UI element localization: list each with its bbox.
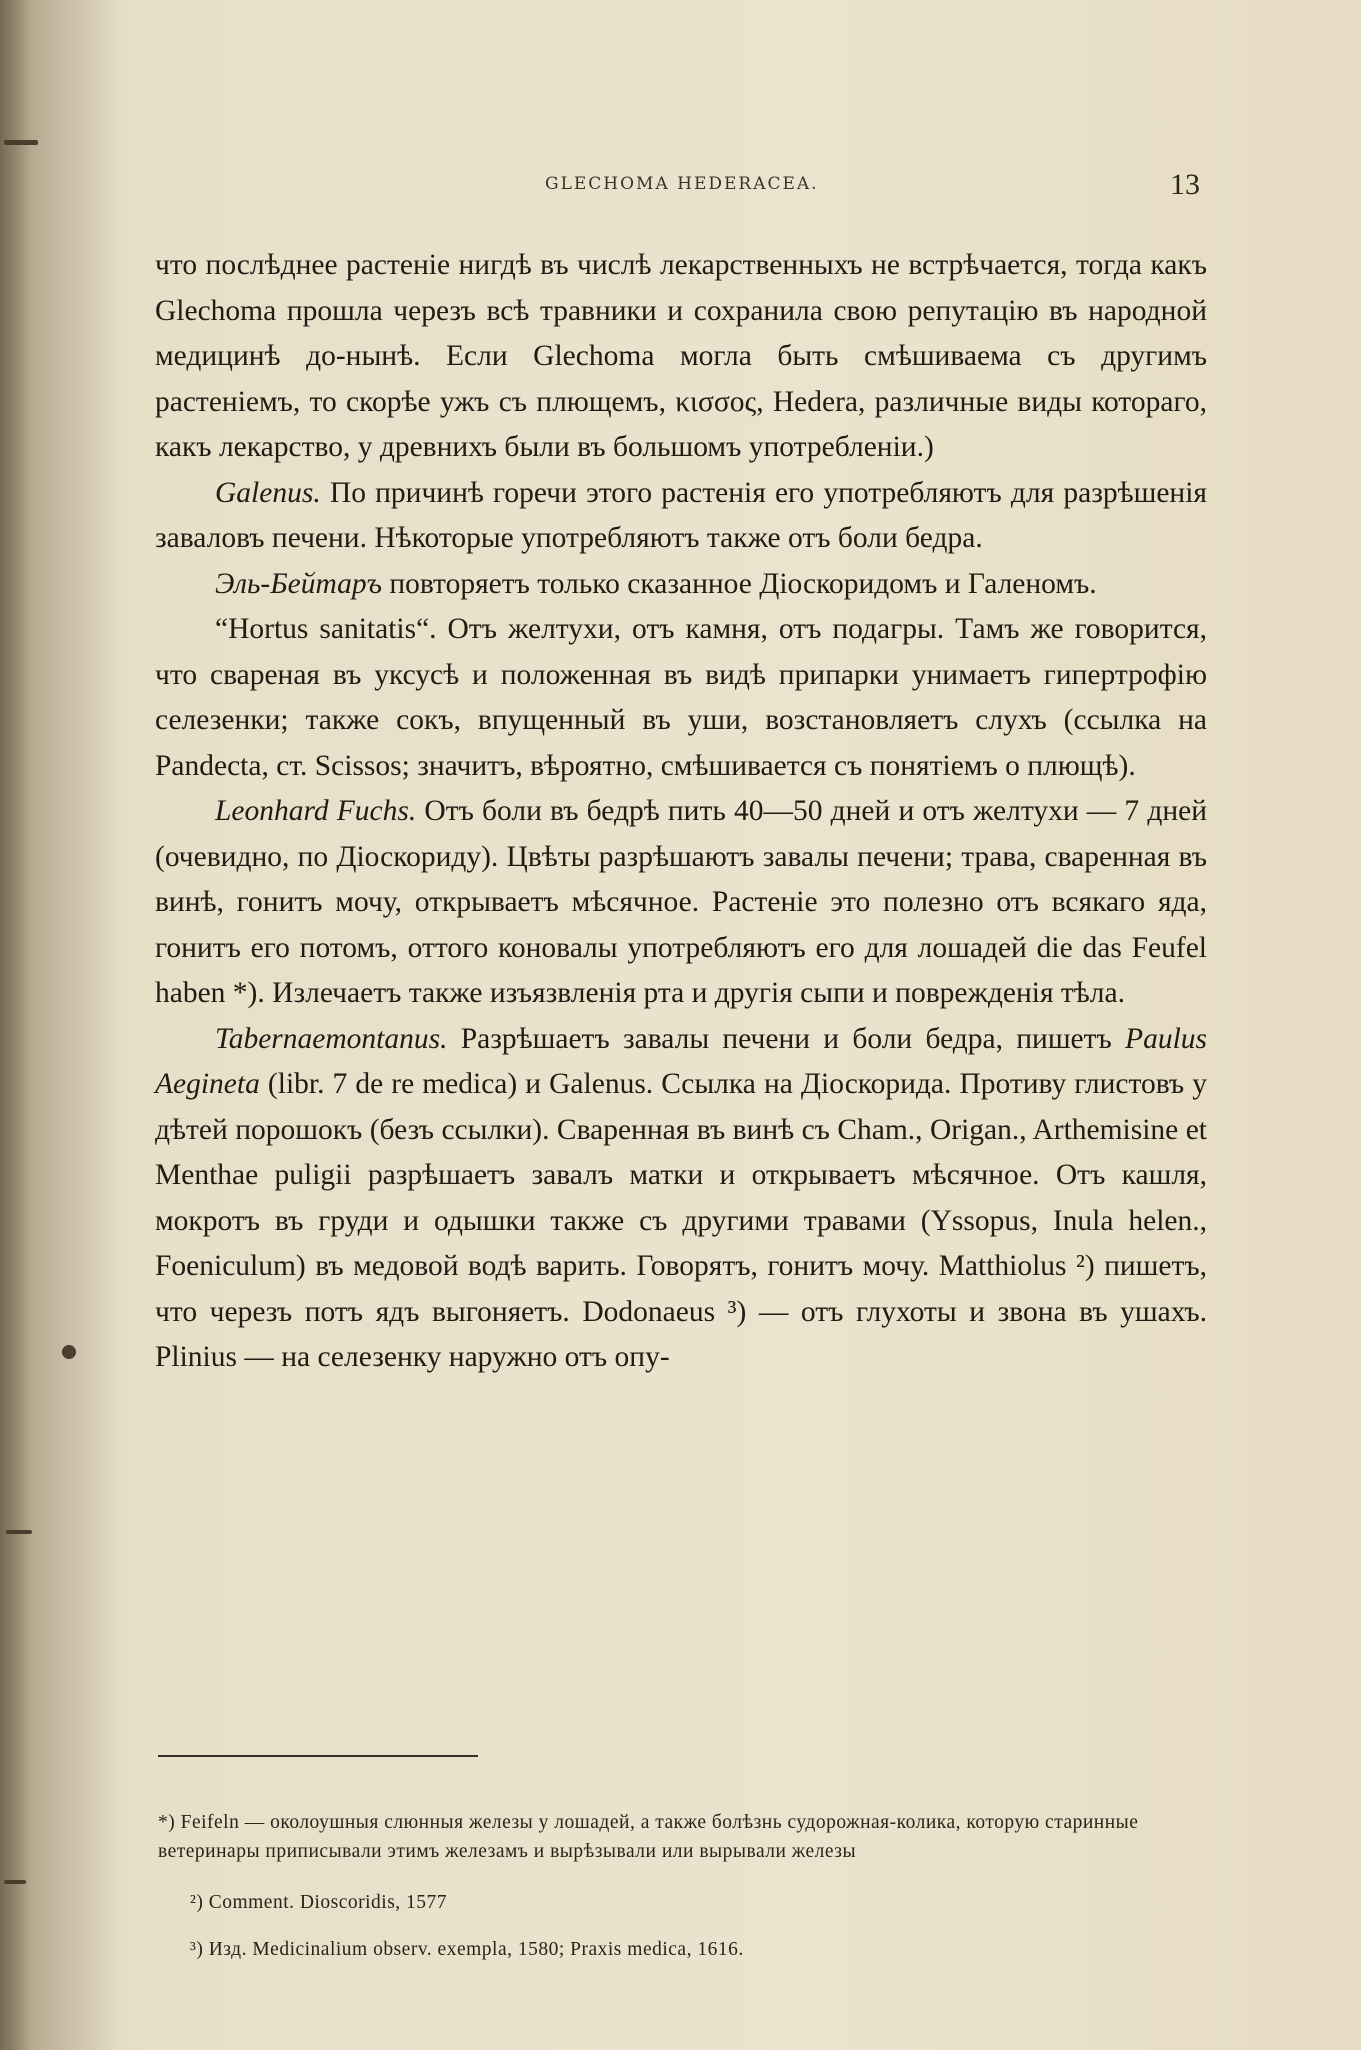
paragraph-text: повторяетъ только сказанное Діоскоридомъ и Галеномъ. — [381, 567, 1097, 600]
italic-author-name: Galenus. — [215, 476, 321, 509]
paragraph-text: Отъ боли въ бедрѣ пить 40—50 дней и отъ желтухи — 7 дней (очевидно, по Діоскориду). Цвѣты разрѣшаютъ завалы печени; трава, сваренная въ винѣ, гонитъ мочу, открываетъ мѣсячное. Растеніе это полезно отъ всякаго яда, гонитъ его потомъ, оттого коновалы употребляютъ его для лошадей die das Feufel haben *). Излечаетъ также изъязвленія рта и другія сыпи и поврежденія тѣла. — [155, 795, 1208, 1009]
paragraph-text: что послѣднее растеніе нигдѣ въ числѣ лекарственныхъ не встрѣчается, тогда какъ Glechoma прошла черезъ всѣ травники и сохранила свою репутацію въ народной медицинѣ до-нынѣ. Если Glechoma могла быть смѣшиваема съ другимъ растеніемъ, то скорѣе ужъ съ плющемъ, κισσος, Hedera, различные виды котораго, какъ лекарство, у древнихъ были въ большомъ употребленіи.) — [155, 249, 1207, 463]
body-text — [155, 243, 1207, 1381]
footnote-comment: ²) Comment. Dioscoridis, 1577 — [190, 1892, 448, 1913]
footnote-feifeln: *) Feifeln — околоушныя слюнныя железы у лошадей, а также болѣзнь судорожная-колика, которую старинные ветеринары приписывали этимъ железамъ и вырѣзывали или вырывали железы — [158, 1812, 1139, 1862]
body-paragraph — [155, 243, 1207, 471]
italic-author-name: Эль-Бейтаръ — [215, 567, 382, 600]
binding-mark — [4, 1880, 26, 1884]
body-paragraph — [155, 607, 1207, 789]
binding-mark — [62, 1345, 76, 1359]
page-header — [155, 170, 1220, 210]
italic-author-name: Tabernaemontanus. — [215, 1022, 448, 1055]
body-paragraph — [155, 1017, 1207, 1381]
footnote-separator — [158, 1755, 478, 1757]
italic-author-name: Leonhard Fuchs. — [215, 795, 417, 827]
footnotes — [158, 1808, 1208, 1964]
paragraph-text: “Hortus sanitatis“. Отъ желтухи, отъ камня, отъ подагры. Тамъ же говорится, что свареная въ уксусѣ и положенная въ видѣ припарки унимаетъ гипертрофію селезенки; также сокъ, впущенный въ уши, возстановляетъ слухъ (ссылка на Pandecta, ст. Scissos; значитъ, вѣроятно, смѣшивается съ понятіемъ о плющѣ). — [155, 613, 1207, 782]
italic-author-name: Paulus Aegineta — [155, 1022, 1207, 1100]
binding-mark — [6, 1530, 32, 1534]
page-binding-shadow — [0, 0, 120, 2050]
paragraph-text: (libr. 7 de re medica) и Galenus. Ссылка на Діоскорида. Противу глистовъ у дѣтей порошокъ (безъ ссылки). Сваренная въ винѣ съ Cham., Origan., Arthemisine et Menthae puligii разрѣшаетъ завалъ матки и открываетъ мѣсячное. Отъ кашля, мокротъ въ груди и одышки также съ другими травами (Yssopus, Inula helen., Foeniculum) въ медовой водѣ варить. Говорятъ, гонитъ мочу. Matthiolus ²) пишетъ, что черезъ потъ ядъ выгоняетъ. Dodonaeus ³) — отъ глухоты и звона въ ушахъ. Plinius — на селезенку наружно отъ опу- — [155, 1068, 1207, 1373]
paragraph-text: По причинѣ горечи этого растенія его употребляютъ для разрѣшенія заваловъ печени. Нѣкоторые употребляютъ также отъ боли бедра. — [155, 476, 1207, 554]
binding-mark — [4, 140, 38, 145]
running-title: GLECHOMA HEDERACEA. — [545, 174, 819, 194]
page-number: 13 — [1170, 168, 1200, 201]
body-paragraph — [155, 562, 1207, 608]
body-paragraph — [155, 789, 1207, 1017]
paragraph-text: Разрѣшаетъ завалы печени и боли бедра, пишетъ — [447, 1022, 1126, 1055]
body-paragraph — [155, 471, 1207, 562]
footnote-medicinalium: ³) Изд. Medicinalium observ. exempla, 1580; Praxis medica, 1616. — [190, 1939, 744, 1960]
